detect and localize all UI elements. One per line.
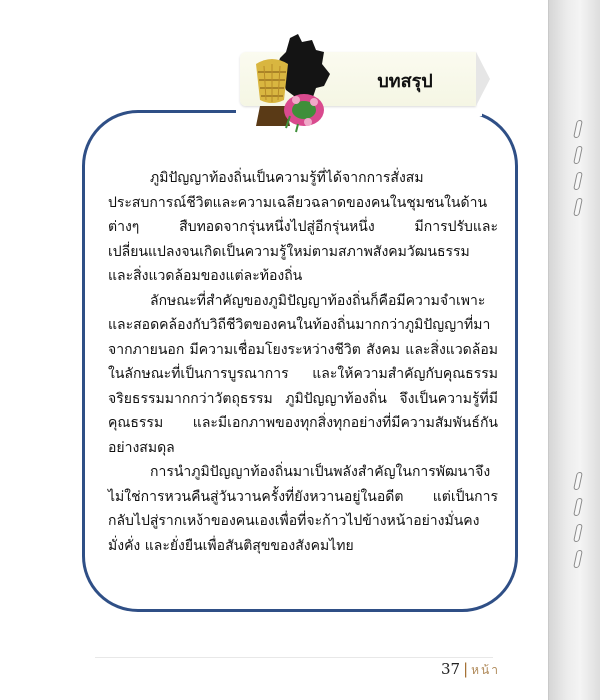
page-word: หน้า — [471, 663, 500, 677]
binding-ring — [573, 198, 583, 216]
binding-ring — [573, 524, 583, 542]
header-banner-tip — [476, 52, 490, 106]
binding-ring — [573, 172, 583, 190]
binding-ring — [573, 550, 583, 568]
paragraph-2: ลักษณะที่สำคัญของภูมิปัญญาท้องถิ่นก็คือมีความจำเพาะและสอดคล้องกับวิถีชีวิตของคนในท้องถิ่นมากกว่าภูมิปัญญาที่มาจากภายนอก มีความเชื่อมโยงระหว่างชีวิต สังคม และสิ่งแวดล้อมในลักษณะที่เป็นการบูรณาการ และให้ความสำคัญกับคุณธรรมจริยธรรมมากกว่าวัตถุธรรม ภูมิปัญญาท้องถิ่น จึงเป็นความรู้ที่มีคุณธรรม และมีเอกภาพของทุกสิ่งทุกอย่างที่มีความสัมพันธ์กันอย่างสมดุล — [108, 292, 498, 456]
footer-divider — [95, 657, 493, 658]
paragraph-1: ภูมิปัญญาท้องถิ่นเป็นความรู้ที่ได้จากการสั่งสมประสบการณ์ชีวิตและความเฉลียวฉลาดของคนในชุมชนในด้านต่างๆ สืบทอดจากรุ่นหนึ่งไปสู่อีกรุ่นหนึ่ง มีการปรับและเปลี่ยนแปลงจนเกิดเป็นความรู้ใหม่ตามสภาพสังคมวัฒนธรรม และสิ่งแวดล้อมของแต่ละท้องถิ่น — [108, 170, 498, 284]
local-wisdom-illustration — [246, 30, 336, 134]
binding-ring — [573, 146, 583, 164]
binding-ring — [573, 120, 583, 138]
page-number: 37 — [440, 660, 461, 678]
binding-ring — [573, 498, 583, 516]
paragraph-3: การนำภูมิปัญญาท้องถิ่นมาเป็นพลังสำคัญในการพัฒนาจึงไม่ใช่การหวนคืนสู่วันวานครั้งที่ยังหวานอยู่ในอดีต แต่เป็นการกลับไปสู่รากเหง้าของคนเองเพื่อที่จะก้าวไปข้างหน้าอย่างมั่นคง มั่งคั่ง และยั่งยืนเพื่อสันติสุขของสังคมไทย — [108, 464, 498, 554]
page-number-separator: | — [463, 660, 469, 678]
page-title: บทสรุป — [377, 71, 433, 92]
binding-ring — [573, 472, 583, 490]
page-number-label — [410, 660, 500, 680]
notebook-binding — [548, 0, 600, 700]
summary-text — [108, 166, 498, 558]
